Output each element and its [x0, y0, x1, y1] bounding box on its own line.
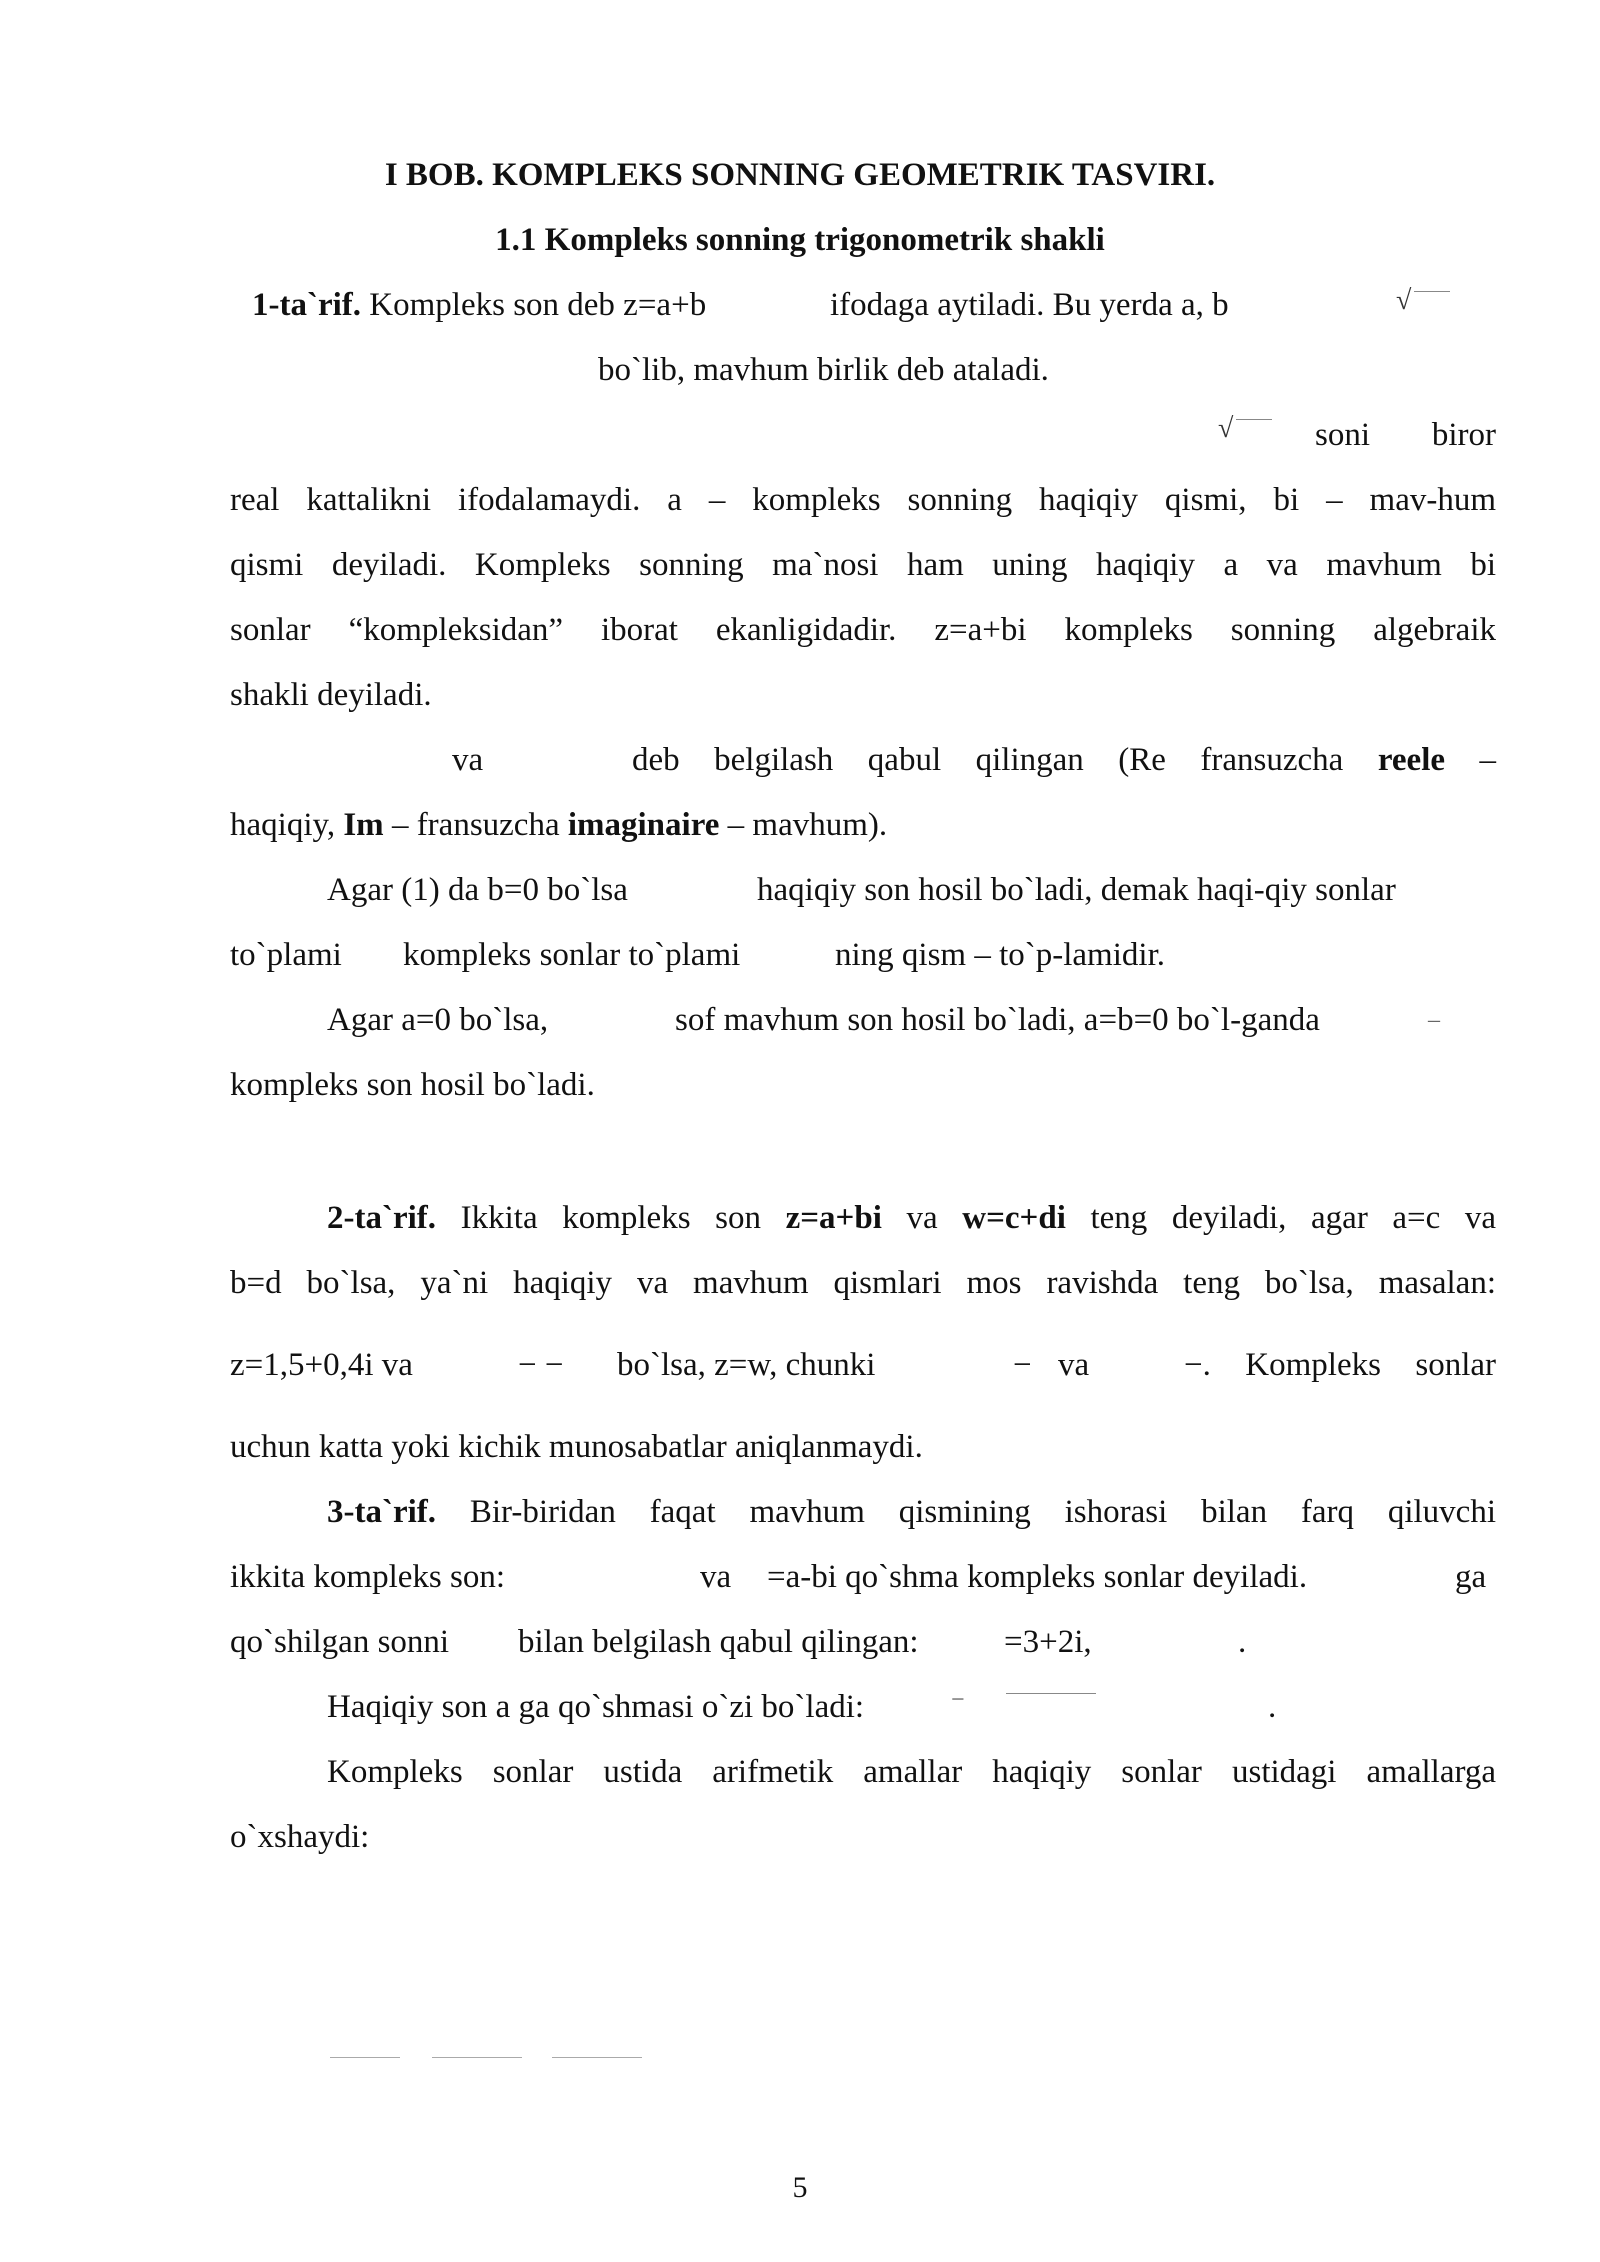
arith-line2: o`xshaydi: — [230, 1819, 370, 1855]
def1-line1 — [252, 285, 706, 325]
b0-line2b: kompleks sonlar to`plami — [403, 937, 741, 973]
real-conj-bar: − — [951, 1687, 965, 1713]
conj-overline — [1006, 1693, 1096, 1694]
real-conj-end: . — [1268, 1689, 1277, 1725]
arith-line1: Kompleks sonlar ustida arifmetik amallar haqiqiy sonlar ustidagi amallarga — [327, 1754, 1496, 1790]
def2-z: z=a+bi — [785, 1200, 882, 1236]
sqrt-symbol: √ — [1396, 285, 1412, 316]
def3-text: Bir-biridan faqat mavhum qismining ishorasi bilan farq qiluvchi — [469, 1494, 1496, 1530]
real-conj-text: Haqiqiy son a ga qo`shmasi o`zi bo`ladi: — [327, 1689, 865, 1725]
def2-w: w=c+di — [962, 1200, 1066, 1236]
def3-line2b: va — [700, 1559, 732, 1595]
section-title: 1.1 Kompleks sonning trigonometrik shakli — [495, 222, 1105, 258]
a0-line1b: sof mavhum son hosil bo`ladi, a=b=0 bo`l-ganda — [675, 1002, 1320, 1038]
def2-line3d: − — [1013, 1347, 1032, 1383]
def2-line2: b=d bo`lsa, ya`ni haqiqiy va mavhum qismlari mos ravishda teng bo`lsa, masalan: — [230, 1265, 1496, 1301]
def2-line4: uchun katta yoki kichik munosabatlar aniqlanmaydi. — [230, 1429, 923, 1465]
def3-line2d: ga — [1455, 1559, 1487, 1595]
a0-dash: – — [1428, 1007, 1440, 1033]
def3-line1 — [327, 1492, 1496, 1532]
def3-line3d: . — [1238, 1624, 1247, 1660]
def1-line3: soni biror — [1315, 417, 1496, 453]
def1-line2: bo`lib, mavhum birlik deb ataladi. — [598, 352, 1049, 388]
sqrt-bar — [1414, 291, 1450, 292]
notation-text: deb belgilash qabul qilingan (Re fransuzcha — [632, 742, 1344, 778]
b0-line2c: ning qism – to`p-lamidir. — [835, 937, 1165, 973]
def3-line3c: =3+2i, — [1004, 1624, 1092, 1660]
a0-line1a: Agar a=0 bo`lsa, — [327, 1002, 549, 1038]
a0-line2: kompleks son hosil bo`ladi. — [230, 1067, 595, 1103]
def1-text-a: Kompleks son deb z=a+b — [369, 287, 707, 323]
def3-label: 3-ta`rif. — [327, 1494, 437, 1530]
def2-va: va — [906, 1200, 938, 1236]
def3-line2c: =a-bi qo`shma kompleks sonlar deyiladi. — [767, 1559, 1308, 1595]
def2-text-b: teng deyiladi, agar a=c va — [1090, 1200, 1497, 1236]
def2-line3e: va — [1058, 1347, 1090, 1383]
def3-line2a: ikkita kompleks son: — [230, 1559, 505, 1595]
def2-line3b: − − — [518, 1347, 564, 1383]
notation-haqiqiy: haqiqiy, — [230, 807, 336, 843]
def2-line3a: z=1,5+0,4i va — [230, 1347, 413, 1383]
notation-im: Im — [343, 807, 384, 843]
b0-line2a: to`plami — [230, 937, 342, 973]
def1-line1b: ifodaga aytiladi. Bu yerda a, b — [830, 287, 1229, 323]
sqrt-symbol-2: √ — [1218, 413, 1234, 444]
def2-label: 2-ta`rif. — [327, 1200, 437, 1236]
notation-imaginaire: imaginaire — [567, 807, 720, 843]
def1-line6: sonlar “kompleksidan” iborat ekanligidadir. z=a+bi kompleks sonning algebraik — [230, 612, 1496, 648]
notation-mavhum: – mavhum). — [727, 807, 888, 843]
def3-line3b: bilan belgilash qabul qilingan: — [518, 1624, 919, 1660]
notation-dash: – — [1479, 742, 1497, 778]
b0-line1a: Agar (1) da b=0 bo`lsa — [327, 872, 628, 908]
def1-line5: qismi deyiladi. Kompleks sonning ma`nosi ham uning haqiqiy a va mavhum bi — [230, 547, 1496, 583]
b0-line1b: haqiqiy son hosil bo`ladi, demak haqi-qiy sonlar — [757, 872, 1396, 908]
sqrt-bar-2 — [1236, 419, 1272, 420]
def2-line3c: bo`lsa, z=w, chunki — [617, 1347, 876, 1383]
def2-line1 — [327, 1198, 1496, 1238]
def2-text-a: Ikkita kompleks son — [460, 1200, 761, 1236]
def2-line3f: −. Kompleks sonlar — [1184, 1347, 1496, 1383]
def1-line7: shakli deyiladi. — [230, 677, 432, 713]
notation-line2 — [230, 805, 887, 845]
def1-label: 1-ta`rif. — [252, 287, 362, 323]
chapter-title: I BOB. KOMPLEKS SONNING GEOMETRIK TASVIRI. — [384, 157, 1216, 193]
formula-overline-1 — [330, 2057, 400, 2058]
notation-line1 — [632, 740, 1496, 780]
def1-line4: real kattalikni ifodalamaydi. a – kompleks sonning haqiqiy qismi, bi – mav-hum — [230, 482, 1496, 518]
notation-fransuzcha: – fransuzcha — [391, 807, 560, 843]
notation-reele: reele — [1377, 742, 1446, 778]
formula-overline-3 — [552, 2057, 642, 2058]
notation-va: va — [452, 742, 484, 778]
formula-overline-2 — [432, 2057, 522, 2058]
def3-line3a: qo`shilgan sonni — [230, 1624, 450, 1660]
page-number: 5 — [792, 2171, 808, 2204]
